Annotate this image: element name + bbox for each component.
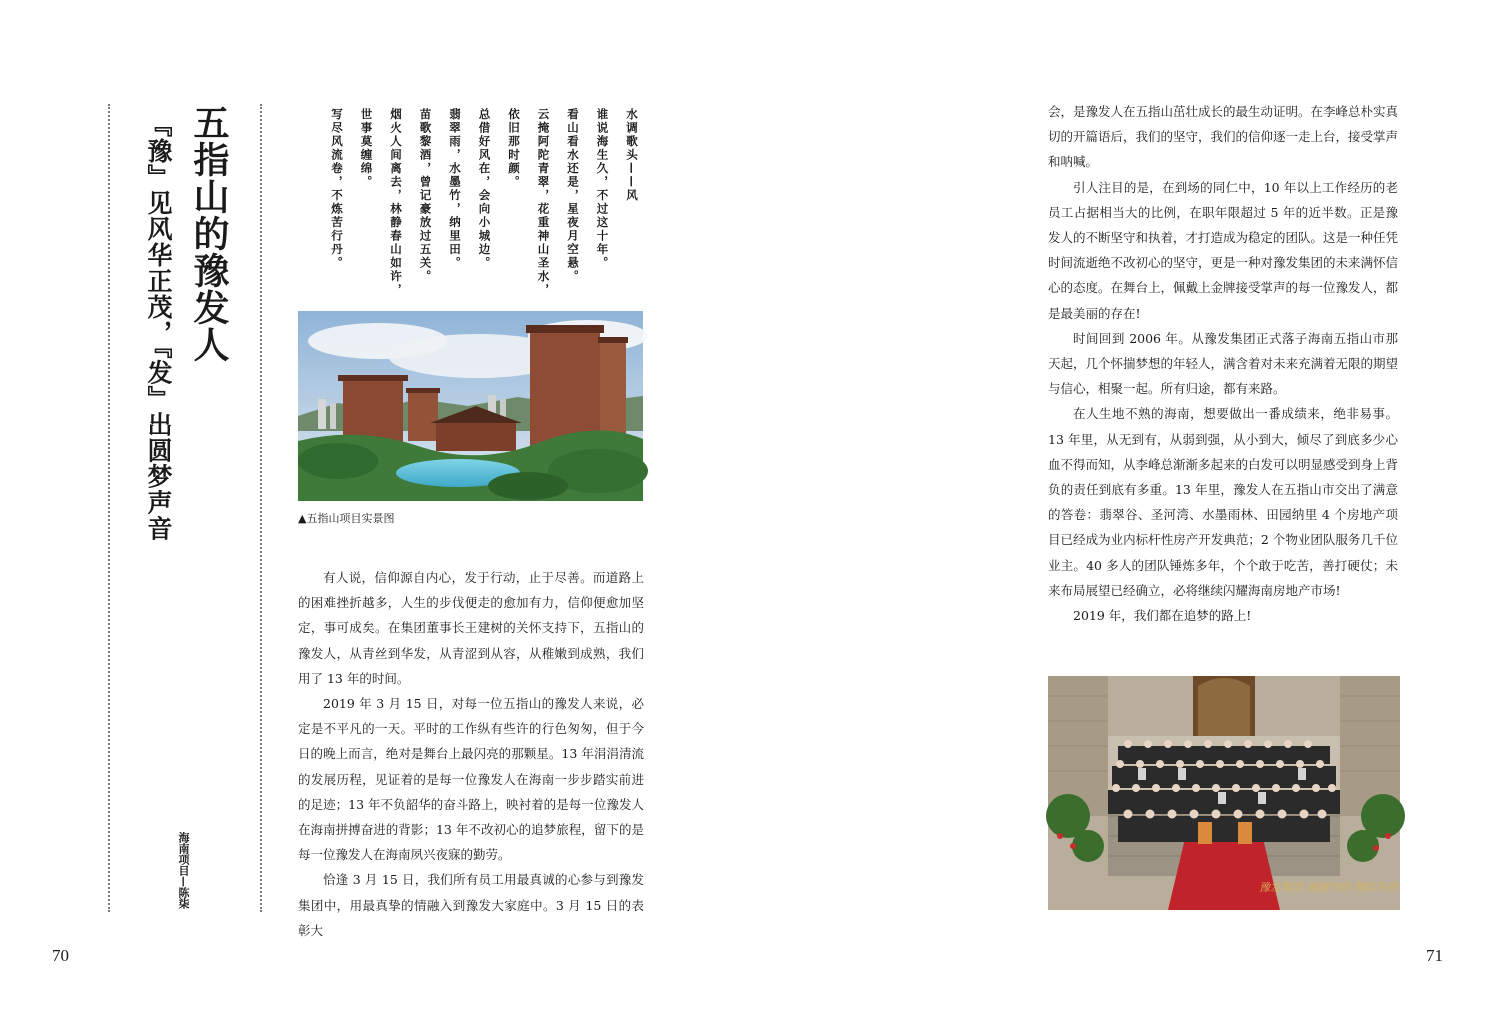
article-body-left	[298, 565, 644, 938]
article-body-right	[1048, 99, 1398, 628]
poem-title: 水调歌头——风	[625, 108, 639, 203]
poem-line: 总借好风在，会向小城边。	[477, 108, 492, 270]
paragraph: 在人生地不熟的海南，想要做出一番成绩来，绝非易事。13 年里，从无到有，从弱到强，从小到大，倾尽了到底多少心血不得而知，从李峰总渐渐多起来的白发可以明显感受到身上背负的责任到底有多重。13 年里，豫发人在五指山市交出了满意的答卷：翡翠谷、圣河湾、水墨雨林、田园纳里 4 个房地产项目已经成为业内标杆性房产开发典范；2 个物业团队服务几千位业主。40 多人的团队锤炼多年，个个敢于吃苦，善打硬仗；未来布局展望已经确立，必将继续闪耀海南房地产市场!	[1048, 406, 1399, 598]
paragraph: 2019 年，我们都在追梦的路上!	[1073, 608, 1252, 624]
paragraph-continuation: 会，是豫发人在五指山茁壮成长的最生动证明。在李峰总朴实真切的开篇语后，我们的坚守，我们的信仰逐一走上台，接受掌声和呐喊。	[1048, 104, 1399, 170]
resort-photo-illustration	[298, 311, 643, 501]
photo-caption: ▲五指山项目实景图	[298, 512, 395, 525]
poem-line: 翡翠雨，水墨竹，纳里田。	[448, 108, 462, 270]
poem-line: 看山看水还是，星夜月空悬。	[566, 108, 580, 284]
poem-line: 谁说海生久，不过这十年。	[595, 108, 610, 270]
article-title: 五指山的豫发人	[188, 104, 230, 363]
group-photo	[1048, 676, 1400, 910]
paragraph: 时间回到 2006 年。从豫发集团正式落子海南五指山市那天起，几个怀揣梦想的年轻人，满含着对未来充满着无限的期望与信心，相聚一起。所有归途，都有来路。	[1048, 330, 1399, 397]
poem-line: 苗歌黎酒，曾记豪放过五关。	[418, 108, 433, 284]
poem-block	[294, 108, 646, 298]
paragraph: 有人说，信仰源自内心，发于行动，止于尽善。而道路上的困难挫折越多，人生的步伐便走的愈加有力，信仰便愈加坚定，事可成矣。在集团董事长王建树的关怀支持下，五指山的豫发人，从青丝到华发，从青涩到从容，从稚嫩到成熟，我们用了 13 年的时间。	[298, 570, 644, 686]
resort-photo	[298, 311, 643, 501]
poem-line: 烟火人间离去，林静春山如许，	[389, 108, 403, 297]
poem-line: 依旧那时颜。	[507, 108, 521, 189]
paragraph: 恰逢 3 月 15 日，我们所有员工用最真诚的心参与到豫发集团中，用最真挚的情融入到豫发大家庭中。3 月 15 日的表彰大	[298, 872, 644, 938]
poem-line: 云掩阿陀青翠，花重神山圣水，	[536, 108, 551, 297]
poem-line: 写尽风流卷，不炼苦行丹。	[330, 108, 344, 270]
article-author: 海南项目—陈柒	[177, 832, 190, 909]
page-number-left: 70	[52, 946, 69, 965]
dotted-rule-left	[108, 104, 110, 912]
article-subtitle: 『豫』见风华正茂，『发』出圆梦声音	[144, 112, 173, 542]
paragraph: 引人注目的是，在到场的同仁中，10 年以上工作经历的老员工占据相当大的比例，在职年限超过 5 年的近半数。正是豫发人的不断坚守和执着，才打造成为稳定的团队。这是一种任凭时间流逝绝不改初心的坚守，更是一种对豫发集团的未来满怀信心的态度。在舞台上，佩戴上金牌接受掌声的每一位豫发人，都是最美丽的存在!	[1048, 179, 1399, 321]
paragraph: 2019 年 3 月 15 日，对每一位五指山的豫发人来说，必定是不平凡的一天。平时的工作纵有些许的行色匆匆，但于今日的晚上而言，绝对是舞台上最闪亮的那颗星。13 年涓涓清流的发展历程，见证着的是每一位豫发人在海南一步步踏实前进的足迹；13 年不负韶华的奋斗路上，映衬着的是每一位豫发人在海南拼搏奋进的背影；13 年不改初心的追梦旅程，留下的是每一位豫发人在海南夙兴夜寐的勤劳。	[298, 696, 644, 863]
banner-text: 豫发集团 感谢有你 精彩有你	[1259, 881, 1398, 894]
dotted-rule-middle	[260, 104, 262, 912]
poem-line: 世事莫缠绵。	[359, 108, 374, 189]
page-number-right: 71	[1426, 946, 1443, 965]
group-photo-illustration	[1048, 676, 1400, 910]
